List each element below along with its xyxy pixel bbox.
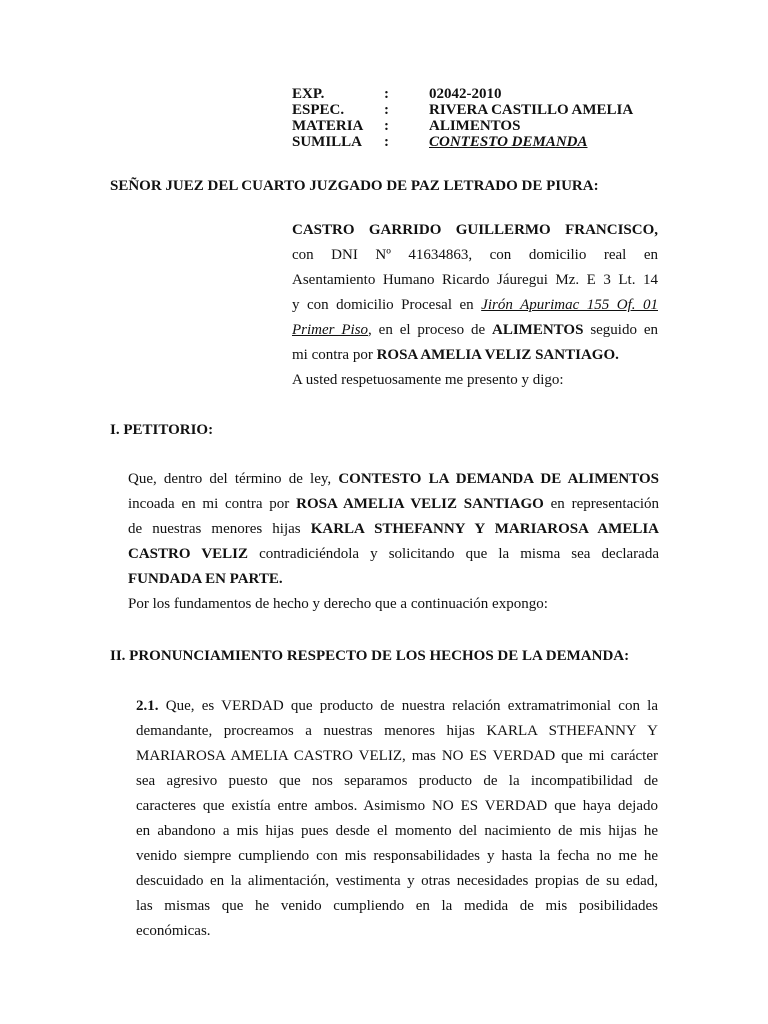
espec-value: RIVERA CASTILLO AMELIA	[429, 102, 634, 118]
section-heading-petitorio: I. PETITORIO:	[110, 422, 214, 438]
intro-line	[292, 343, 658, 368]
paragraph-bold: CONTESTO LA DEMANDA DE ALIMENTOS	[338, 471, 659, 487]
intro-text: mi contra por	[292, 347, 373, 363]
point-2-1-paragraph	[136, 694, 658, 944]
intro-line: CASTRO GARRIDO GUILLERMO FRANCISCO,	[292, 222, 658, 238]
paragraph-line: sea agresivo puesto que nos separamos producto de la incompatibilidad de	[136, 773, 658, 789]
intro-line	[292, 293, 658, 318]
paragraph-line: MARIAROSA AMELIA CASTRO VELIZ, mas NO ES VERDAD que mi carácter	[136, 748, 658, 764]
paragraph-line	[136, 694, 658, 719]
paragraph-line: las mismas que he venido cumpliendo en la medida de mis posibilidades	[136, 898, 658, 914]
paragraph-line: caracteres que existía entre ambos. Asimismo NO ES VERDAD que haya dejado	[136, 798, 658, 814]
sumilla-value: CONTESTO DEMANDA	[429, 134, 588, 150]
point-number: 2.1.	[136, 698, 159, 714]
materia-row	[292, 118, 633, 134]
paragraph-text: incoada en mi contra por	[128, 496, 290, 512]
paragraph-text: de nuestras menores hijas	[128, 521, 301, 537]
materia-value: ALIMENTOS	[429, 118, 521, 134]
espec-row	[292, 102, 633, 118]
paragraph-line: Por los fundamentos de hecho y derecho que a continuación expongo:	[128, 596, 548, 612]
paragraph-bold: CASTRO VELIZ	[128, 546, 249, 562]
paragraph-bold: KARLA STHEFANNY Y MARIAROSA AMELIA	[310, 521, 659, 537]
paragraph-bold: ROSA AMELIA VELIZ SANTIAGO	[296, 496, 544, 512]
exp-row	[292, 86, 633, 102]
intro-line: con DNI Nº 41634863, con domicilio real en	[292, 247, 658, 263]
colon: :	[384, 134, 389, 150]
paragraph-line: venido siempre cumpliendo con mis responsabilidades y hasta la fecha no me he	[136, 848, 658, 864]
section-heading-pronunciamiento: II. PRONUNCIAMIENTO RESPECTO DE LOS HECHOS DE LA DEMANDA:	[110, 648, 630, 664]
colon: :	[384, 86, 389, 102]
process-type: ALIMENTOS	[492, 322, 584, 338]
intro-text: , en el proceso de	[368, 322, 486, 338]
introduction-paragraph	[292, 218, 658, 393]
espec-label: ESPEC.	[292, 102, 345, 118]
paragraph-line	[128, 492, 659, 517]
petitorio-paragraph	[128, 467, 659, 617]
paragraph-text: Que, es VERDAD que producto de nuestra relación extramatrimonial con la	[165, 698, 658, 714]
intro-line: A usted respetuosamente me presento y digo:	[292, 372, 564, 388]
paragraph-line	[128, 517, 659, 542]
paragraph-line: en abandono a mis hijas pues desde el momento del nacimiento de mis hijas he	[136, 823, 658, 839]
case-header	[292, 86, 633, 150]
paragraph-line: demandante, procreamos a nuestras menores hijas KARLA STHEFANNY Y	[136, 723, 658, 739]
addressee-line: SEÑOR JUEZ DEL CUARTO JUZGADO DE PAZ LETRADO DE PIURA:	[110, 178, 599, 194]
paragraph-line: económicas.	[136, 923, 211, 939]
paragraph-text: contradiciéndola y solicitando que la misma sea declarada	[259, 546, 659, 562]
intro-line: Asentamiento Humano Ricardo Jáuregui Mz. E 3 Lt. 14	[292, 272, 658, 288]
paragraph-line: FUNDADA EN PARTE.	[128, 571, 283, 587]
procesal-address: Primer Piso	[292, 322, 369, 338]
colon: :	[384, 102, 389, 118]
intro-text: y con domicilio Procesal en	[292, 297, 474, 313]
paragraph-line	[128, 542, 659, 567]
sumilla-row	[292, 134, 633, 150]
paragraph-text: Que, dentro del término de ley,	[128, 471, 332, 487]
exp-value: 02042-2010	[429, 86, 502, 102]
colon: :	[384, 118, 389, 134]
paragraph-text: en representación	[550, 496, 659, 512]
procesal-address: Jirón Apurimac 155 Of. 01	[481, 297, 658, 313]
paragraph-line	[128, 467, 659, 492]
plaintiff-name: ROSA AMELIA VELIZ SANTIAGO.	[376, 347, 619, 363]
materia-label: MATERIA	[292, 118, 364, 134]
intro-line	[292, 318, 658, 343]
exp-label: EXP.	[292, 86, 325, 102]
sumilla-label: SUMILLA	[292, 134, 363, 150]
intro-text: seguido en	[590, 322, 658, 338]
paragraph-line: descuidado en la alimentación, vestimenta y otras necesidades propias de su edad,	[136, 873, 658, 889]
